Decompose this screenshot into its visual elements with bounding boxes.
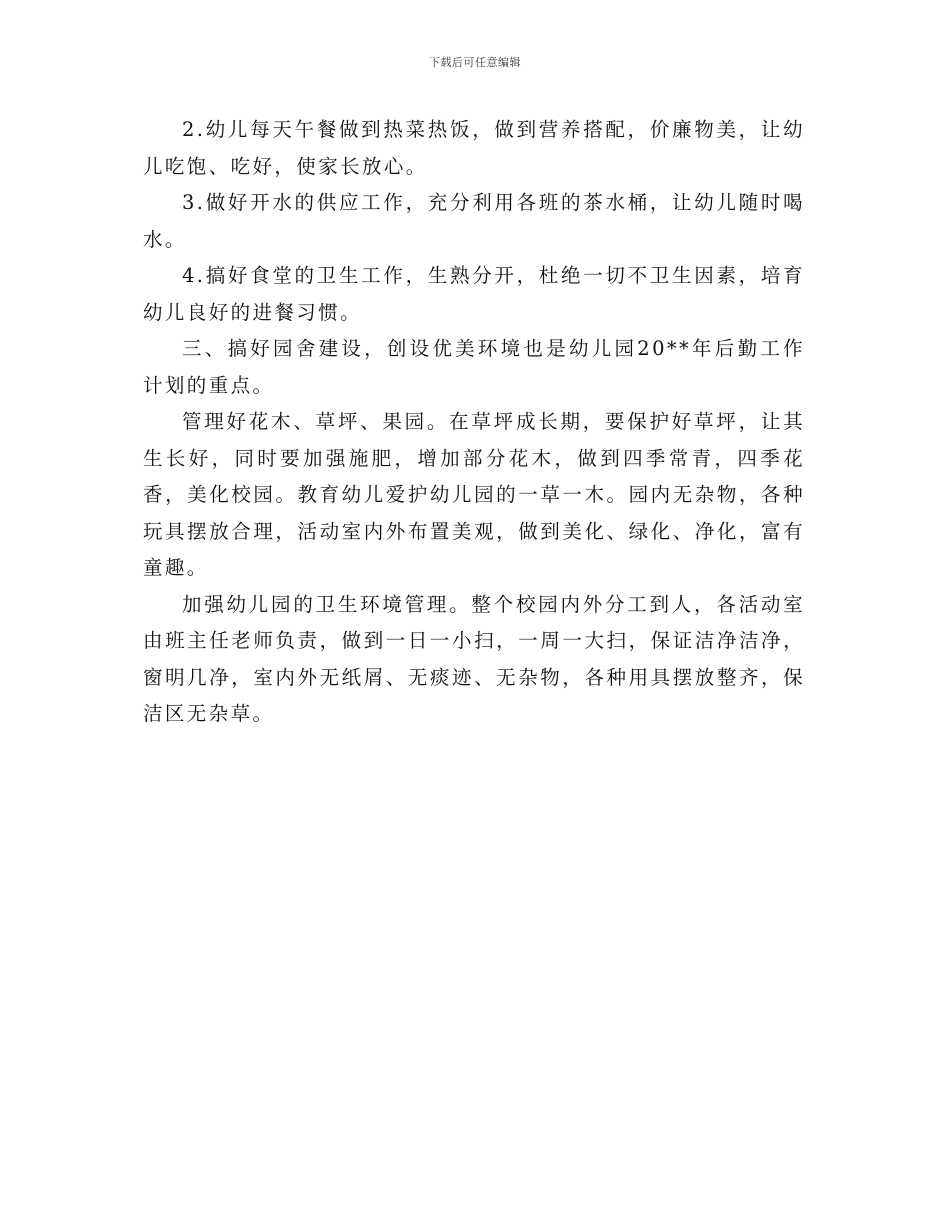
document-body [143,112,805,733]
paragraph-section-three: 三、搞好园舍建设，创设优美环境也是幼儿园20**年后勤工作计划的重点。 [143,337,805,397]
paragraph-lunch: 2.幼儿每天午餐做到热菜热饭，做到营养搭配，价廉物美，让幼儿吃饱、吃好，使家长放心。 [143,118,805,178]
paragraph-canteen-hygiene: 4.搞好食堂的卫生工作，生熟分开，杜绝一切不卫生因素，培育幼儿良好的进餐习惯。 [143,264,805,324]
paragraph-water: 3.做好开水的供应工作，充分利用各班的茶水桶，让幼儿随时喝水。 [143,191,805,251]
paragraph-sanitation: 加强幼儿园的卫生环境管理。整个校园内外分工到人，各活动室由班主任老师负责，做到一日一小扫，一周一大扫，保证洁净洁净，窗明几净，室内外无纸屑、无痰迹、无杂物，各种用具摆放整齐，保洁区无杂草。 [143,592,805,725]
paragraph-greenery: 管理好花木、草坪、果园。在草坪成长期，要保护好草坪，让其生长好，同时要加强施肥，增加部分花木，做到四季常青，四季花香，美化校园。教育幼儿爱护幼儿园的一草一木。园内无杂物，各种玩具摆放合理，活动室内外布置美观，做到美化、绿化、净化，富有童趣。 [143,410,805,579]
header-note: 下载后可任意编辑 [429,56,521,69]
